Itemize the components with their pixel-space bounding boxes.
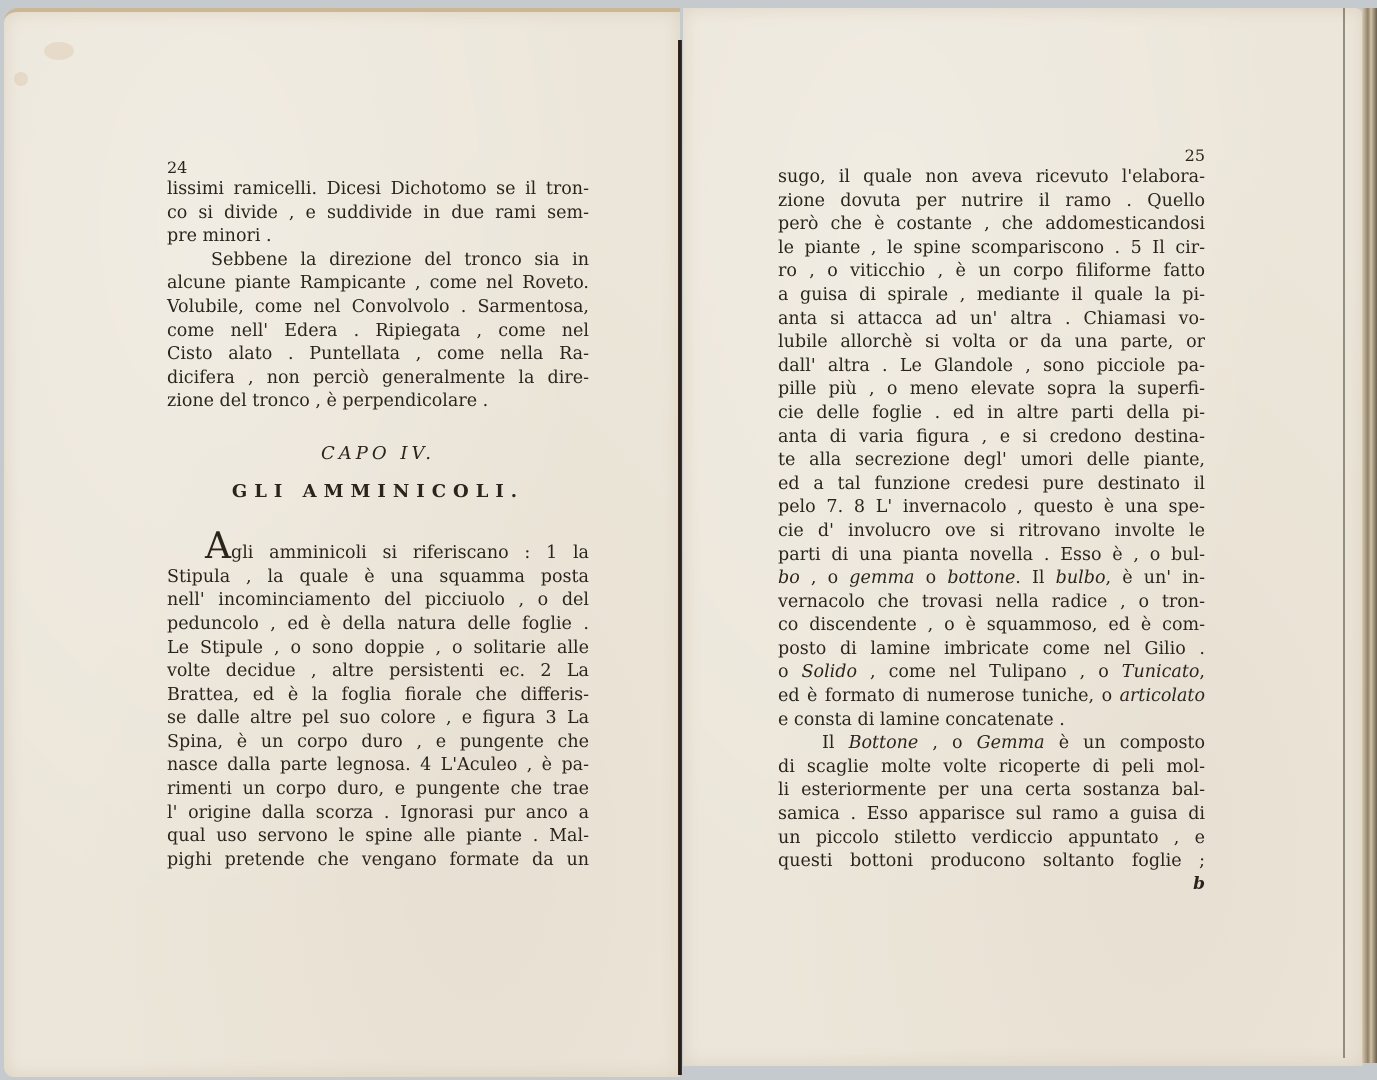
text-line: sugo, il quale non aveva ricevuto l'elabora- <box>778 167 1205 187</box>
text-line: dall' altra . Le Glandole , sono picciole pa- <box>778 355 1205 376</box>
text-span: , è un' in- <box>1105 568 1205 589</box>
text-line: co discendente , o è squammoso, ed è com- <box>778 615 1205 636</box>
text-line: pille più , o meno elevate sopra la superfi- <box>778 379 1205 400</box>
italic-term: Solido <box>801 662 858 683</box>
chapter-heading: CAPO IV. <box>320 442 436 464</box>
text-line: Spina, è un corpo duro , e pungente che <box>167 731 589 752</box>
text-line: rimenti un corpo duro, e pungente che trae <box>167 779 589 800</box>
paper-stain <box>14 72 28 86</box>
text-line: però che è costante , che addomesticandosi <box>778 214 1205 235</box>
text-line: te alla secrezione degl' umori delle piante, <box>778 450 1205 471</box>
text-span: è un composto <box>1044 733 1205 754</box>
text-line: pelo 7. 8 L' invernacolo , questo è una spe- <box>778 497 1205 518</box>
text-line: alcune piante Rampicante , come nel Roveto. <box>167 273 589 294</box>
text-line <box>778 732 1205 756</box>
text-line <box>778 567 1205 591</box>
italic-term: Gemma <box>976 733 1045 754</box>
text-line: nasce dalla parte legnosa. 4 L'Aculeo , è pa- <box>167 755 589 776</box>
text-line: volte decidue , altre persistenti ec. 2 La <box>167 661 589 682</box>
text-line: li esteriormente per una certa sostanza bal- <box>778 780 1205 801</box>
text-line: zione del tronco , è perpendicolare . <box>167 391 489 412</box>
page-number: 25 <box>1184 146 1205 165</box>
text-line: Cisto alato . Puntellata , come nella Ra- <box>167 344 589 365</box>
text-line: lissimi ramicelli. Dicesi Dichotomo se il tron- <box>167 179 589 199</box>
text-line: co si divide , e suddivide in due rami sem- <box>167 202 589 223</box>
text-line: Le Stipule , o sono doppie , o solitarie alle <box>167 637 589 658</box>
text-line: nell' incominciamento del picciuolo , o del <box>167 590 589 611</box>
right-page-text <box>778 148 1205 894</box>
text-line: vernacolo che trovasi nella radice , o tron- <box>778 591 1205 612</box>
text-line: come nell' Edera . Ripiegata , come nel <box>167 320 589 341</box>
paper-stain <box>44 42 74 60</box>
text-line: qual uso servono le spine alle piante . Mal- <box>167 826 589 847</box>
italic-term: bo <box>778 568 800 589</box>
text-line: cie d' involucro ove si ritrovano involte le <box>778 520 1205 541</box>
text-line <box>167 526 589 568</box>
text-line: anta si attacca ad un' altra . Chiamasi vo- <box>778 308 1205 329</box>
text-span: , o <box>799 568 850 589</box>
text-line: lubile allorchè si volta or da una parte, or <box>778 332 1205 353</box>
text-span: o <box>778 662 802 683</box>
page-fold-line <box>1343 8 1345 1058</box>
page-number: 24 <box>167 158 188 177</box>
italic-term: gemma <box>849 568 915 589</box>
text-span: , come nel Tulipano , o <box>857 662 1122 683</box>
italic-term: bulbo <box>1055 568 1106 589</box>
drop-cap: A <box>205 526 231 568</box>
text-line: le piante , le spine scompariscono . 5 Il cir- <box>778 237 1205 258</box>
text-line: Sebbene la direzione del tronco sia in <box>211 249 589 270</box>
text-line: questi bottoni producono soltanto foglie ; <box>778 851 1205 872</box>
text-line: pighi pretende che vengano formate da un <box>167 849 589 870</box>
text-line <box>778 685 1205 709</box>
text-line: Stipula , la quale è una squamma posta <box>167 566 589 587</box>
text-line: Brattea, ed è la foglia fiorale che differis- <box>167 684 589 705</box>
page-edge-stack <box>1362 8 1377 1063</box>
text-span: o <box>914 568 948 589</box>
text-line: parti di una pianta novella . Esso è , o bul- <box>778 544 1205 565</box>
italic-term: Bottone <box>848 733 919 754</box>
text-line: se dalle altre pel suo colore , e figura 3 La <box>167 708 589 729</box>
text-span: , o <box>918 733 977 754</box>
text-line-rest: gli amminicoli si riferiscano : 1 la <box>231 543 589 564</box>
text-span: ed è formato di numerose tuniche, o <box>778 686 1120 707</box>
text-line <box>778 661 1205 685</box>
text-line: e consta di lamine concatenate . <box>778 709 1065 730</box>
text-line: posto di lamine imbricate come nel Gilio . <box>778 638 1205 659</box>
book-gutter <box>678 40 682 1075</box>
text-line: peduncolo , ed è della natura delle foglie . <box>167 613 589 634</box>
text-line: cie delle foglie . ed in altre parti della pi- <box>778 402 1205 423</box>
text-line: dicifera , non perciò generalmente la dire- <box>167 367 589 388</box>
text-line: anta di varia figura , e si credono destina- <box>778 426 1205 447</box>
text-line: Volubile, come nel Convolvolo . Sarmentosa, <box>167 296 589 317</box>
italic-term: Tunicato <box>1121 662 1200 683</box>
text-span: . Il <box>1015 568 1056 589</box>
text-span: Il <box>822 733 849 754</box>
left-page-text <box>167 160 589 872</box>
text-line: un piccolo stiletto verdiccio appuntato , e <box>778 827 1205 848</box>
text-line: ro , o viticchio , è un corpo filiforme fatto <box>778 261 1205 282</box>
signature-mark: b <box>1193 873 1205 894</box>
italic-term: bottone <box>947 568 1016 589</box>
text-line: zione dovuta per nutrire il ramo . Quello <box>778 190 1205 211</box>
italic-term: articolato <box>1119 686 1205 707</box>
text-line: samica . Esso apparisce sul ramo a guisa di <box>778 804 1205 825</box>
text-line: pre minori . <box>167 226 272 247</box>
text-line: a guisa di spirale , mediante il quale la pi- <box>778 284 1205 305</box>
section-title: GLI AMMINICOLI. <box>231 480 525 502</box>
text-line: l' origine dalla scorza . Ignorasi pur anco a <box>167 802 589 823</box>
text-span: , <box>1199 662 1205 683</box>
text-line: ed a tal funzione credesi pure destinato il <box>778 473 1205 494</box>
text-line: di scaglie molte volte ricoperte di peli mol- <box>778 756 1205 777</box>
